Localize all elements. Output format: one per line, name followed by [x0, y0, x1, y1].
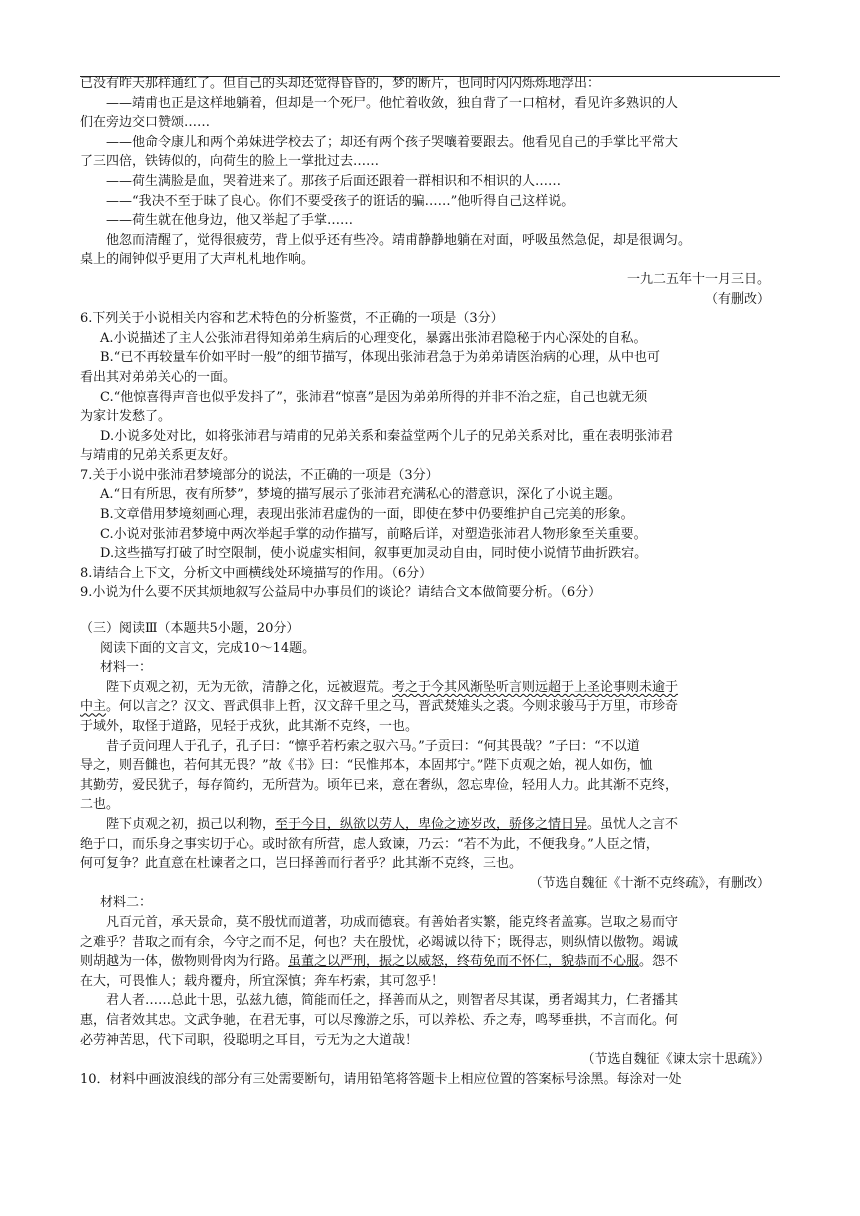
text-line: [80, 815, 780, 835]
text-segment: 了三四倍，铁铸似的，向荷生的脸上一掌批过去……: [80, 154, 380, 170]
text-line: [80, 1070, 780, 1090]
text-segment: D.小说多处对比，如将张沛君与靖甫的兄弟关系和秦益堂两个儿子的兄弟关系对比，重在表明张沛君: [100, 428, 674, 444]
text-segment: C.小说对张沛君梦境中两次举起手掌的动作描写，前略后详，对塑造张沛君人物形象至关重要。: [100, 526, 647, 542]
text-line: [80, 972, 780, 992]
text-line: [80, 466, 780, 486]
text-segment: 陛下贞观之初，损己以利物，: [106, 816, 276, 832]
text-segment: ——他命令康儿和两个弟妹进学校去了；却还有两个孩子哭嚷着要跟去。他看见自己的手掌比平常大: [106, 134, 679, 150]
wavy-underlined-text: 考之于今其风渐坠听言则远超于上圣论事则未逾于: [392, 679, 679, 695]
text-line: [80, 427, 780, 447]
text-line: [80, 485, 780, 505]
text-segment: 惠，信者效其忠。文武争驰，在君无事，可以尽豫游之乐，可以养松、乔之寿，鸣琴垂拱，不言而化。何: [80, 1012, 679, 1028]
text-line: [80, 854, 780, 874]
text-segment: B.“已不再较量车价如平时一般”的细节描写，体现出张沛君急于为弟弟请医治病的心理，从中也可: [100, 350, 660, 366]
text-line: [80, 658, 780, 678]
text-segment: 必劳神苦思，代下司职，役聪明之耳目，亏无为之大道哉！: [80, 1032, 419, 1048]
text-line: [80, 388, 780, 408]
text-line: [80, 893, 780, 913]
text-line: [80, 505, 780, 525]
text-line: [80, 94, 780, 114]
text-segment: 。怨不: [639, 954, 679, 970]
spacer: [80, 603, 780, 619]
text-segment: 一九二五年十一月三日。: [626, 271, 770, 287]
text-line: [80, 756, 780, 776]
text-segment: 在大，可畏惟人；载舟覆舟，所宜深慎；奔车朽索，其可忽乎！: [80, 973, 445, 989]
text-line: [80, 678, 780, 698]
text-segment: A.小说描述了主人公张沛君得知弟弟生病后的心理变化，暴露出张沛君隐秘于内心深处的自私。: [100, 330, 647, 346]
text-line: [80, 1031, 780, 1051]
text-segment: ——“我决不至于昧了良心。你们不要受孩子的诳话的骗……”他听得自己这样说。: [106, 193, 575, 209]
text-segment: 则胡越为一体，傲物则骨肉为行路。: [80, 954, 289, 970]
text-line: [80, 231, 780, 251]
text-segment: 二也。: [80, 797, 120, 813]
text-line: [80, 564, 780, 584]
underlined-text: 虽董之以严刑，振之以威怒，终苟免而不怀仁，貌恭而不心服: [288, 954, 640, 970]
text-segment: 已没有昨天那样通红了。但自己的头却还觉得昏昏的，梦的断片，也同时闪闪烁烁地浮出：: [80, 76, 601, 91]
text-line: [80, 717, 780, 737]
text-segment: 导之，则吾雠也，若何其无畏？”故《书》曰：“民惟邦本，本固邦宁。”陛下贞观之始，视人如伤，恤: [80, 758, 653, 774]
text-line: [80, 835, 780, 855]
text-segment: D.这些描写打破了时空限制，使小说虚实相间，叙事更加灵动自由，同时使小说情节曲折跌宕。: [100, 546, 648, 562]
text-segment: 8.请结合上下文，分析文中画横线处环境描写的作用。（6分）: [80, 565, 433, 581]
text-line: [80, 525, 780, 545]
wavy-underlined-text: 中主: [80, 699, 107, 715]
text-segment: 绝于口，而乐身之事实切于心。或时欲有所营，虑人致谏，乃云：“若不为此，不便我身。”人臣之情，: [80, 836, 659, 852]
text-line: [80, 952, 780, 972]
text-segment: 君人者……总此十思，弘兹九德，简能而任之，择善而从之，则智者尽其谋，勇者竭其力，仁者播其: [106, 993, 679, 1009]
text-segment: （节选自魏征《十渐不克终疏》，有删改）: [529, 875, 770, 891]
text-segment: 6.下列关于小说相关内容和艺术特色的分析鉴赏，不正确的一项是（3分）: [80, 311, 504, 327]
underlined-text: 至于今日，纵欲以劳人，卑俭之迹岁改，骄侈之情日异: [275, 816, 588, 832]
text-line: [80, 407, 780, 427]
text-segment: ——靖甫也正是这样地躺着，但却是一个死尸。他忙着收敛，独自背了一口棺材，看见许多熟识的人: [106, 95, 679, 111]
text-line: [80, 368, 780, 388]
text-segment: A.“日有所思，夜有所梦”，梦境的描写展示了张沛君充满私心的潜意识，深化了小说主题。: [100, 487, 621, 503]
text-segment: 与靖甫的兄弟关系更友好。: [80, 448, 237, 464]
text-line: [80, 270, 780, 290]
text-line: [80, 250, 780, 270]
text-line: [80, 583, 780, 603]
text-segment: ——荷生满脸是血，哭着进来了。那孩子后面还跟着一群相识和不相识的人……: [106, 173, 562, 189]
text-segment: C.“他惊喜得声音也似乎发抖了”，张沛君“惊喜”是因为弟弟所得的并非不治之症，自己也就无须: [100, 389, 648, 405]
text-segment: 陛下贞观之初，无为无欲，清静之化，远被遐荒。: [106, 679, 393, 695]
text-segment: 7.关于小说中张沛君梦境部分的说法，不正确的一项是（3分）: [80, 467, 439, 483]
text-line: [80, 991, 780, 1011]
text-line: [80, 913, 780, 933]
text-segment: 何可复争？此直意在杜谏者之口，岂曰择善而行者乎？此其渐不克终，三也。: [80, 856, 523, 872]
text-line: [80, 290, 780, 310]
text-segment: 他忽而清醒了，觉得很疲劳，背上似乎还有些冷。靖甫静静地躺在对面，呼吸虽然急促，却是很调匀。: [106, 232, 692, 248]
text-segment: 。虽忧人之言不: [587, 816, 679, 832]
text-line: [80, 152, 780, 172]
text-line: [80, 172, 780, 192]
text-segment: ——荷生就在他身边，他又举起了手掌……: [106, 213, 354, 229]
text-segment: 9.小说为什么要不厌其烦地叙写公益局中办事员们的谈论？请结合文本做简要分析。（6分）: [80, 585, 602, 601]
text-line: [80, 211, 780, 231]
text-line: [80, 133, 780, 153]
text-line: [80, 737, 780, 757]
text-segment: 为家计发愁了。: [80, 409, 172, 425]
text-segment: 。何以言之？汉文、晋武俱非上哲，汉文辞千里之马，晋武焚雉头之裘。今则求骏马于万里，市珍奇: [106, 699, 679, 715]
text-segment: 们在旁边交口赞颂……: [80, 115, 211, 131]
text-segment: 其勤劳，爱民犹子，每存简约，无所营为。顷年已来，意在奢纵，忽忘卑俭，轻用人力。此其渐不克终，: [80, 777, 679, 793]
text-line: [80, 874, 780, 894]
text-line: [80, 795, 780, 815]
text-segment: （节选自魏征《谏太宗十思疏》）: [581, 1052, 770, 1068]
text-line: [80, 776, 780, 796]
text-line: [80, 544, 780, 564]
text-segment: 材料二：: [100, 895, 153, 911]
text-line: [80, 697, 780, 717]
exam-page: [80, 74, 780, 1089]
text-segment: 10．材料中画波浪线的部分有三处需要断句，请用铅笔将答题卡上相应位置的答案标号涂黑。每涂对一处: [80, 1071, 682, 1087]
text-segment: （三）阅读Ⅲ（本题共5小题，20分）: [80, 621, 300, 637]
text-line: [80, 329, 780, 349]
text-line: [80, 309, 780, 329]
text-line: [80, 1011, 780, 1031]
text-segment: 材料一：: [100, 660, 153, 676]
text-segment: （有删改）: [704, 291, 770, 307]
text-segment: 之难乎？昔取之而有余，今守之而不足，何也？夫在殷忧，必竭诚以待下；既得志，则纵情以傲物。竭诚: [80, 934, 679, 950]
text-line: [80, 619, 780, 639]
text-segment: 昔子贡问理人于孔子，孔子曰：“懔乎若朽索之驭六马。”子贡曰：“何其畏哉？”子曰：“不以道: [106, 738, 640, 754]
text-line: [80, 639, 780, 659]
text-line: [80, 1050, 780, 1070]
text-segment: 阅读下面的文言文，完成10～14题。: [100, 640, 316, 656]
text-segment: 桌上的闹钟似乎更用了大声札札地作响。: [80, 252, 315, 268]
text-segment: 凡百元首，承天景命，莫不殷忧而道著，功成而德衰。有善始者实繁，能克终者盖寡。岂取之易而守: [106, 914, 679, 930]
text-segment: B.文章借用梦境刻画心理，表现出张沛君虚伪的一面，即使在梦中仍要维护自己完美的形象。: [100, 507, 634, 523]
text-segment: 于域外，取怪于道路，见轻于戎狄，此其渐不克终，一也。: [80, 719, 419, 734]
text-line: [80, 113, 780, 133]
text-line: [80, 74, 780, 94]
text-line: [80, 192, 780, 212]
text-line: [80, 933, 780, 953]
text-segment: 看出其对弟弟关心的一面。: [80, 369, 237, 385]
text-line: [80, 446, 780, 466]
text-line: [80, 348, 780, 368]
